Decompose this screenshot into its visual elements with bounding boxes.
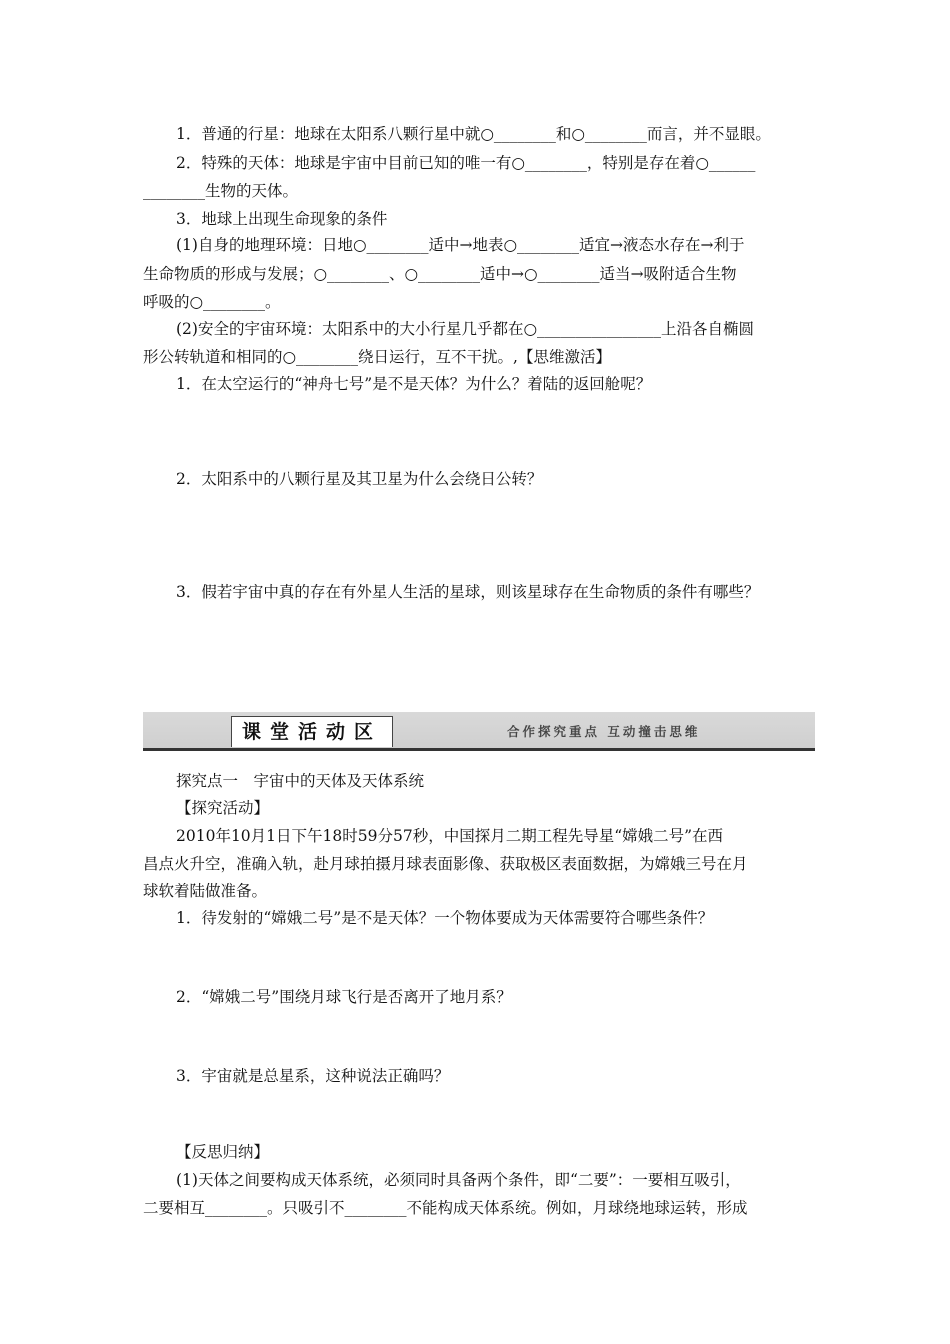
text-line: 球软着陆做准备。 <box>143 882 268 900</box>
text-line: (1)天体之间要构成天体系统，必须同时具备两个条件，即“二要”：一要相互吸引， <box>176 1171 741 1189</box>
text-line: 二要相互________。只吸引不________不能构成天体系统。例如，月球绕地球运转，形成 <box>143 1199 748 1217</box>
text-line: 1．在太空运行的“神舟七号”是不是天体？为什么？着陆的返回舱呢？ <box>176 375 652 393</box>
banner-subtitle: 合作探究重点 互动撞击思维 <box>507 724 701 739</box>
banner-title: 课堂活动区 <box>231 716 393 747</box>
text-line: ________生物的天体。 <box>143 182 299 200</box>
text-line: 1．待发射的“嫦娥二号”是不是天体？一个物体要成为天体需要符合哪些条件？ <box>176 909 714 927</box>
text-line: (1)自身的地理环境：日地○________适中→地表○________适宜→液态水存在→利于 <box>176 236 745 254</box>
text-line: 2．特殊的天体：地球是宇宙中目前已知的唯一有○________，特别是存在着○______ <box>176 154 756 172</box>
section-banner <box>143 712 815 751</box>
text-line: 【反思归纳】 <box>176 1143 270 1161</box>
text-line: 生命物质的形成与发展；○________、○________适中→○________适当→吸附适合生物 <box>143 265 737 283</box>
text-line: 2010年10月1日下午18时59分57秒，中国探月二期工程先导星“嫦娥二号”在西 <box>176 827 724 845</box>
text-line: 【探究活动】 <box>176 799 270 817</box>
text-line: 3．宇宙就是总星系，这种说法正确吗？ <box>176 1067 450 1085</box>
text-line: (2)安全的宇宙环境：太阳系中的大小行星几乎都在○________________上沿各自椭圆 <box>176 320 754 338</box>
text-line: 昌点火升空，准确入轨，赴月球拍摄月球表面影像、获取极区表面数据，为嫦娥三号在月 <box>143 855 748 873</box>
text-line: 1．普通的行星：地球在太阳系八颗行星中就○________和○________而言，并不显眼。 <box>176 125 771 143</box>
text-line: 2．太阳系中的八颗行星及其卫星为什么会绕日公转？ <box>176 470 543 488</box>
text-line: 呼吸的○________。 <box>143 293 281 311</box>
text-line: 形公转轨道和相同的○________绕日运行，互不干扰。,【思维激活】 <box>143 348 611 366</box>
text-line: 2．“嫦娥二号”围绕月球飞行是否离开了地月系？ <box>176 988 512 1006</box>
text-line: 3．地球上出现生命现象的条件 <box>176 210 388 228</box>
text-line: 3．假若宇宙中真的存在有外星人生活的星球，则该星球存在生命物质的条件有哪些？ <box>176 583 760 601</box>
section-heading: 探究点一 宇宙中的天体及天体系统 <box>176 772 425 790</box>
